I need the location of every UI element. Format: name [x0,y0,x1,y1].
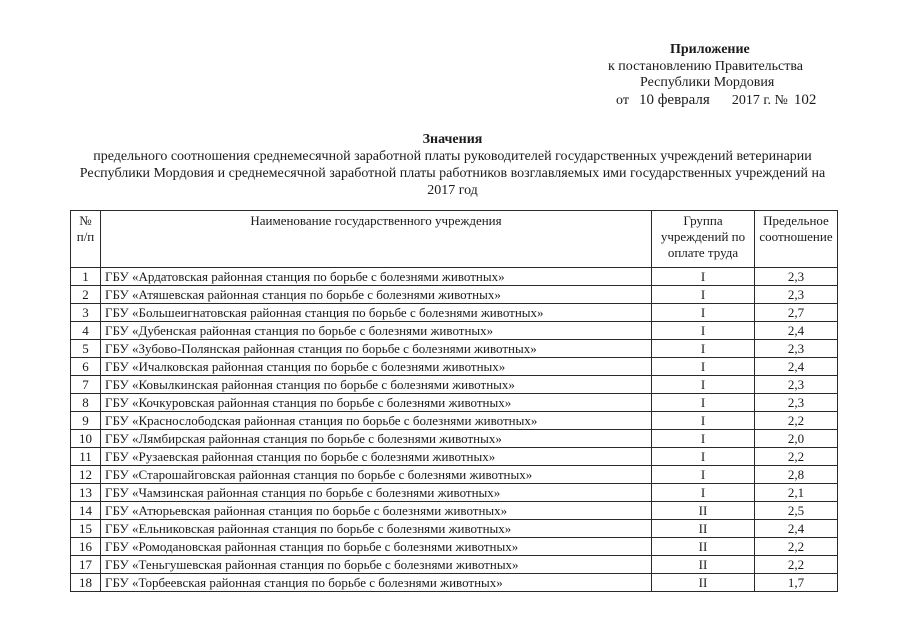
row-ratio: 2,4 [755,358,838,376]
row-number: 2 [71,286,101,304]
header-group: Группа учреждений по оплате труда [652,211,755,268]
header-ratio: Предельное соотношение [755,211,838,268]
row-ratio: 2,3 [755,376,838,394]
table-row [71,358,838,376]
row-number: 1 [71,268,101,286]
row-ratio: 1,7 [755,574,838,592]
row-group: II [652,502,755,520]
row-name: ГБУ «Ковылкинская районная станция по борьбе с болезнями животных» [101,376,652,394]
row-ratio: 2,5 [755,502,838,520]
appendix-resolution-line: к постановлению Правительства [608,58,804,74]
row-name: ГБУ «Торбеевская районная станция по борьбе с болезнями животных» [101,574,652,592]
row-name: ГБУ «Краснослободская районная станция по борьбе с болезнями животных» [101,412,652,430]
ratio-table [70,210,838,592]
appendix-number: 102 [793,91,817,108]
row-ratio: 2,2 [755,448,838,466]
row-name: ГБУ «Старошайговская районная станция по борьбе с болезнями животных» [101,466,652,484]
row-name: ГБУ «Атюрьевская районная станция по борьбе с болезнями животных» [101,502,652,520]
document-heading [10,131,895,199]
row-group: I [652,448,755,466]
row-name: ГБУ «Атяшевская районная станция по борьбе с болезнями животных» [101,286,652,304]
row-group: II [652,574,755,592]
row-name: ГБУ «Ардатовская районная станция по борьбе с болезнями животных» [101,268,652,286]
row-number: 15 [71,520,101,538]
header-num: № п/п [71,211,101,268]
row-ratio: 2,7 [755,304,838,322]
row-name: ГБУ «Кочкуровская районная станция по борьбе с болезнями животных» [101,394,652,412]
row-number: 12 [71,466,101,484]
row-number: 14 [71,502,101,520]
row-name: ГБУ «Теньгушевская районная станция по борьбе с болезнями животных» [101,556,652,574]
heading-line-3: 2017 год [427,183,478,198]
row-name: ГБУ «Ромодановская районная станция по борьбе с болезнями животных» [101,538,652,556]
table-row [71,484,838,502]
row-number: 16 [71,538,101,556]
row-ratio: 2,4 [755,520,838,538]
row-ratio: 2,8 [755,466,838,484]
row-number: 18 [71,574,101,592]
row-number: 4 [71,322,101,340]
row-name: ГБУ «Чамзинская районная станция по борьбе с болезнями животных» [101,484,652,502]
table-row [71,340,838,358]
row-name: ГБУ «Лямбирская районная станция по борьбе с болезнями животных» [101,430,652,448]
heading-title: Значения [422,132,483,147]
row-group: I [652,412,755,430]
heading-line-2: Республики Мордовия и среднемесячной заработной платы работников возглавляемых ими государственных учреждений на [79,166,826,181]
table-row [71,538,838,556]
row-number: 6 [71,358,101,376]
row-number: 7 [71,376,101,394]
row-name: ГБУ «Ельниковская районная станция по борьбе с болезнями животных» [101,520,652,538]
row-number: 3 [71,304,101,322]
table-row [71,376,838,394]
row-group: II [652,538,755,556]
row-group: I [652,466,755,484]
row-ratio: 2,4 [755,322,838,340]
row-number: 17 [71,556,101,574]
row-ratio: 2,2 [755,412,838,430]
appendix-date-line [616,92,900,110]
row-number: 8 [71,394,101,412]
table-row [71,430,838,448]
table-row [71,448,838,466]
table-row [71,412,838,430]
row-number: 5 [71,340,101,358]
table-row [71,304,838,322]
row-group: I [652,322,755,340]
row-ratio: 2,3 [755,340,838,358]
row-group: I [652,340,755,358]
appendix-block [540,42,900,109]
row-name: ГБУ «Большеигнатовская районная станция по борьбе с болезнями животных» [101,304,652,322]
row-number: 11 [71,448,101,466]
row-number: 9 [71,412,101,430]
row-ratio: 2,0 [755,430,838,448]
table-header-row [71,211,838,268]
table-row [71,268,838,286]
row-group: I [652,286,755,304]
table-row [71,322,838,340]
table-row [71,286,838,304]
table-row [71,520,838,538]
row-group: I [652,484,755,502]
appendix-title: Приложение [670,42,750,57]
table-row [71,556,838,574]
appendix-date: 10 февраля [638,91,710,108]
row-ratio: 2,2 [755,556,838,574]
row-group: II [652,556,755,574]
row-ratio: 2,1 [755,484,838,502]
table-row [71,574,838,592]
row-ratio: 2,3 [755,286,838,304]
table-row [71,502,838,520]
table-row [71,394,838,412]
row-ratio: 2,2 [755,538,838,556]
row-number: 13 [71,484,101,502]
appendix-republic-line: Республики Мордовия [640,75,775,90]
row-name: ГБУ «Ичалковская районная станция по борьбе с болезнями животных» [101,358,652,376]
row-group: I [652,376,755,394]
table-row [71,466,838,484]
heading-line-1: предельного соотношения среднемесячной заработной платы руководителей государственных учреждений ветеринарии [93,149,812,164]
row-group: I [652,304,755,322]
table-body [71,268,838,592]
appendix-from: от [616,92,629,108]
header-name: Наименование государственного учреждения [101,211,652,268]
row-ratio: 2,3 [755,268,838,286]
row-group: I [652,358,755,376]
row-group: I [652,430,755,448]
row-group: I [652,394,755,412]
appendix-year: 2017 г. № [731,92,788,108]
row-ratio: 2,3 [755,394,838,412]
row-group: II [652,520,755,538]
row-name: ГБУ «Дубенская районная станция по борьбе с болезнями животных» [101,322,652,340]
row-name: ГБУ «Зубово-Полянская районная станция по борьбе с болезнями животных» [101,340,652,358]
row-group: I [652,268,755,286]
row-number: 10 [71,430,101,448]
row-name: ГБУ «Рузаевская районная станция по борьбе с болезнями животных» [101,448,652,466]
